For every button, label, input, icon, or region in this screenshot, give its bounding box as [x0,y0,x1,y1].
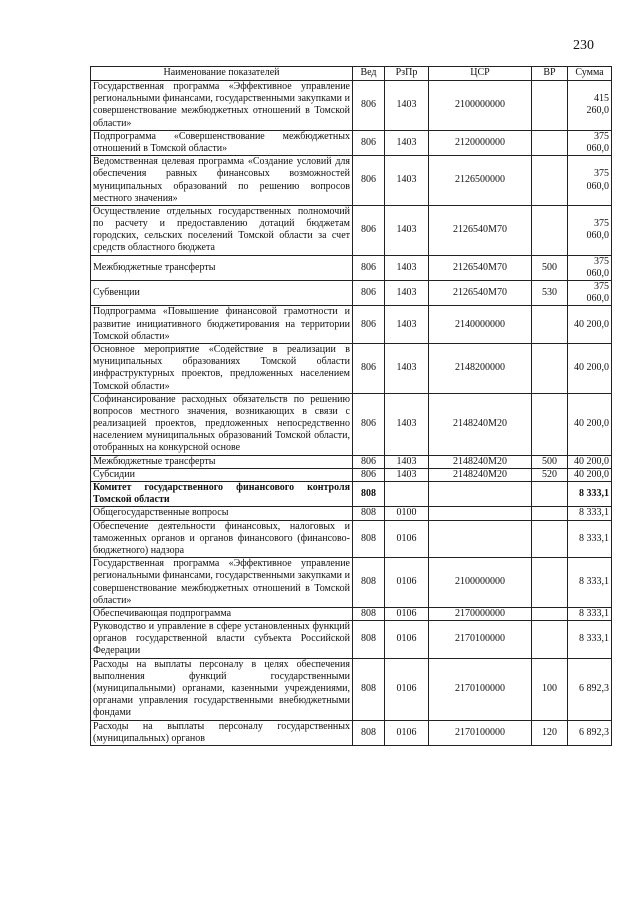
cell-sum: 375 060,0 [568,156,612,206]
table-row [91,156,612,206]
cell-name: Расходы на выплаты персоналу государственных (муниципальных) органов [91,720,353,745]
cell-name: Осуществление отдельных государственных полномочий по расчету и предоставлению дотаций бюджетам городских, сельских поселений Томской области за счет средств областного бюджета [91,205,353,255]
cell-rzpr: 0106 [385,558,429,608]
cell-csr [429,507,532,520]
cell-ved: 808 [353,720,385,745]
cell-sum: 375 060,0 [568,281,612,306]
cell-sum: 40 200,0 [568,468,612,481]
cell-sum: 40 200,0 [568,343,612,393]
table-row [91,468,612,481]
cell-sum: 375 060,0 [568,205,612,255]
cell-rzpr: 1403 [385,455,429,468]
cell-sum: 8 333,1 [568,482,612,507]
table-row [91,658,612,720]
cell-name: Расходы на выплаты персоналу в целях обеспечения выполнения функций государственными (муниципальными) органами, казенными учреждениями, органами управления государственными внебюджетными фондами [91,658,353,720]
table-row [91,607,612,620]
cell-name: Руководство и управление в сфере установленных функций органов государственной власти субъекта Российской Федерации [91,621,353,659]
cell-csr: 2148240М20 [429,455,532,468]
cell-ved: 806 [353,393,385,455]
cell-ved: 806 [353,81,385,131]
cell-rzpr: 1403 [385,130,429,155]
cell-csr: 2170100000 [429,621,532,659]
cell-csr: 2140000000 [429,306,532,344]
cell-vr [532,156,568,206]
cell-rzpr: 0106 [385,621,429,659]
cell-name: Субвенции [91,281,353,306]
cell-rzpr: 1403 [385,468,429,481]
column-header-sum: Сумма [568,67,612,81]
cell-vr [532,130,568,155]
cell-rzpr: 1403 [385,81,429,131]
cell-rzpr [385,482,429,507]
cell-ved: 806 [353,156,385,206]
cell-sum: 375 060,0 [568,130,612,155]
cell-name: Субсидии [91,468,353,481]
cell-csr [429,520,532,558]
cell-ved: 806 [353,455,385,468]
cell-vr: 500 [532,455,568,468]
cell-sum: 8 333,1 [568,621,612,659]
table-row [91,507,612,520]
cell-vr: 520 [532,468,568,481]
cell-ved: 806 [353,343,385,393]
cell-sum: 40 200,0 [568,455,612,468]
table-row [91,205,612,255]
cell-csr: 2148240М20 [429,468,532,481]
table-row [91,558,612,608]
cell-csr: 2120000000 [429,130,532,155]
cell-vr [532,306,568,344]
cell-name: Основное мероприятие «Содействие в реализации в муниципальных образованиях Томской области инфраструктурных проектов, предложенных населением Томской области» [91,343,353,393]
cell-vr [532,343,568,393]
cell-rzpr: 1403 [385,255,429,280]
cell-sum: 8 333,1 [568,607,612,620]
table-row [91,130,612,155]
cell-vr [532,205,568,255]
cell-sum: 8 333,1 [568,520,612,558]
cell-rzpr: 0106 [385,520,429,558]
cell-sum: 6 892,3 [568,658,612,720]
cell-rzpr: 1403 [385,205,429,255]
table-row [91,255,612,280]
page-number: 230 [573,38,594,53]
table-row [91,306,612,344]
cell-name: Межбюджетные трансферты [91,455,353,468]
cell-csr: 2100000000 [429,81,532,131]
cell-vr [532,520,568,558]
cell-rzpr: 0106 [385,658,429,720]
column-header-ved: Вед [353,67,385,81]
cell-ved: 808 [353,621,385,659]
cell-vr [532,607,568,620]
cell-ved: 806 [353,281,385,306]
cell-vr [532,482,568,507]
cell-ved: 808 [353,607,385,620]
cell-csr [429,482,532,507]
table-row [91,720,612,745]
cell-csr: 2170100000 [429,720,532,745]
cell-vr: 120 [532,720,568,745]
cell-vr [532,393,568,455]
cell-name: Межбюджетные трансферты [91,255,353,280]
cell-rzpr: 0100 [385,507,429,520]
cell-csr: 2100000000 [429,558,532,608]
cell-ved: 808 [353,482,385,507]
cell-vr: 500 [532,255,568,280]
table-row [91,343,612,393]
cell-sum: 6 892,3 [568,720,612,745]
cell-ved: 806 [353,255,385,280]
table-row [91,81,612,131]
cell-sum: 375 060,0 [568,255,612,280]
cell-ved: 806 [353,205,385,255]
cell-vr [532,81,568,131]
table-header-row [91,67,612,81]
cell-name: Ведомственная целевая программа «Создание условий для обеспечения равных финансовых возможностей муниципальных образований по решению вопросов местного значения» [91,156,353,206]
cell-vr [532,558,568,608]
cell-vr [532,621,568,659]
cell-ved: 808 [353,658,385,720]
cell-name: Общегосударственные вопросы [91,507,353,520]
cell-rzpr: 1403 [385,343,429,393]
table-row [91,455,612,468]
cell-name: Подпрограмма «Повышение финансовой грамотности и развитие инициативного бюджетирования на территории Томской области» [91,306,353,344]
cell-name: Обеспечивающая подпрограмма [91,607,353,620]
cell-ved: 806 [353,306,385,344]
column-header-csr: ЦСР [429,67,532,81]
cell-sum: 40 200,0 [568,393,612,455]
budget-table [90,66,612,746]
cell-ved: 806 [353,468,385,481]
column-header-name: Наименование показателей [91,67,353,81]
cell-ved: 808 [353,558,385,608]
cell-csr: 2170000000 [429,607,532,620]
table-row [91,393,612,455]
cell-rzpr: 1403 [385,393,429,455]
cell-csr: 2126540М70 [429,281,532,306]
cell-csr: 2170100000 [429,658,532,720]
cell-csr: 2148200000 [429,343,532,393]
table-row [91,520,612,558]
cell-rzpr: 0106 [385,720,429,745]
cell-name: Обеспечение деятельности финансовых, налоговых и таможенных органов и органов финансового (финансово-бюджетного) надзора [91,520,353,558]
cell-sum: 415 260,0 [568,81,612,131]
cell-name: Комитет государственного финансового контроля Томской области [91,482,353,507]
cell-rzpr: 1403 [385,156,429,206]
cell-sum: 40 200,0 [568,306,612,344]
cell-sum: 8 333,1 [568,507,612,520]
cell-sum: 8 333,1 [568,558,612,608]
cell-name: Софинансирование расходных обязательств по решению вопросов местного значения, возникающих в связи с реализацией проектов, предложенных непосредственно населением муниципальных образований Томской области, отобранных на конкурсной основе [91,393,353,455]
cell-ved: 808 [353,520,385,558]
table-row [91,621,612,659]
cell-csr: 2148240М20 [429,393,532,455]
cell-rzpr: 0106 [385,607,429,620]
cell-csr: 2126540М70 [429,255,532,280]
cell-csr: 2126500000 [429,156,532,206]
cell-ved: 806 [353,130,385,155]
cell-name: Подпрограмма «Совершенствование межбюджетных отношений в Томской области» [91,130,353,155]
cell-vr: 100 [532,658,568,720]
cell-name: Государственная программа «Эффективное управление региональными финансами, государственными закупками и совершенствование межбюджетных отношений в Томской области» [91,558,353,608]
cell-vr [532,507,568,520]
cell-rzpr: 1403 [385,281,429,306]
cell-csr: 2126540М70 [429,205,532,255]
column-header-rzpr: РзПр [385,67,429,81]
table-row [91,281,612,306]
table-row [91,482,612,507]
cell-rzpr: 1403 [385,306,429,344]
cell-ved: 808 [353,507,385,520]
cell-name: Государственная программа «Эффективное управление региональными финансами, государственными закупками и совершенствование межбюджетных отношений в Томской области» [91,81,353,131]
column-header-vr: ВР [532,67,568,81]
cell-vr: 530 [532,281,568,306]
